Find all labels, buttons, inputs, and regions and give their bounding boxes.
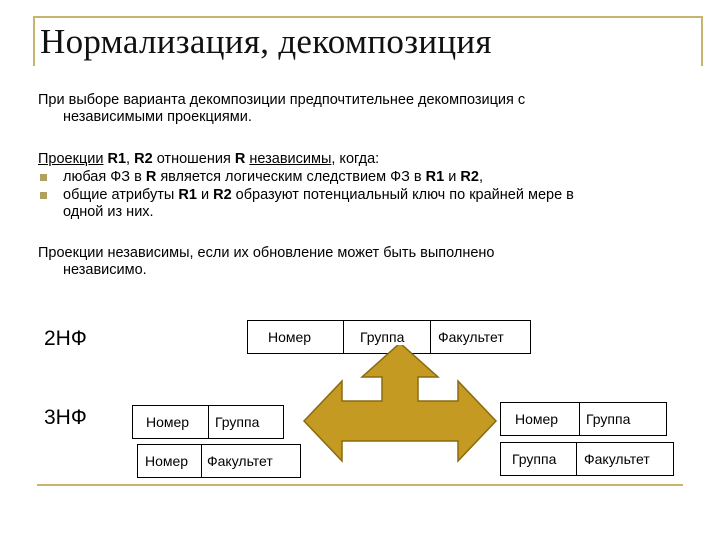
bullet2-line1 bbox=[63, 187, 574, 204]
table-divider bbox=[201, 445, 202, 477]
bullet1-r: R bbox=[145, 169, 157, 185]
label-2nf: 2НФ bbox=[44, 327, 87, 350]
bullet1-comma: , bbox=[478, 169, 483, 185]
r1-symbol: R1 bbox=[107, 151, 127, 167]
para1-line2: независимыми проекциями. bbox=[63, 109, 252, 125]
projections-word: Проекции bbox=[38, 151, 104, 167]
when-word: , когда: bbox=[331, 151, 380, 167]
table-divider bbox=[579, 403, 580, 435]
bullet2-r1: R1 bbox=[178, 187, 197, 203]
table-2nf-cell: Группа bbox=[360, 329, 405, 345]
comma: , bbox=[126, 151, 131, 167]
bullet1-text-1: любая ФЗ в bbox=[63, 169, 142, 185]
r2-symbol: R2 bbox=[134, 151, 153, 167]
table-2nf-cell: Факультет bbox=[438, 329, 504, 345]
table-cell: Факультет bbox=[207, 453, 273, 469]
bottom-rule bbox=[37, 484, 683, 486]
table-cell: Номер bbox=[145, 453, 189, 469]
bullet2-and: и bbox=[200, 187, 210, 203]
title-frame-right bbox=[701, 16, 703, 66]
table-3nf-right-2 bbox=[500, 442, 674, 476]
table-cell: Группа bbox=[215, 414, 260, 430]
bullet1-r2: R2 bbox=[460, 169, 479, 185]
table-divider bbox=[208, 406, 209, 438]
table-cell: Номер bbox=[146, 414, 190, 430]
bullet1-r1: R1 bbox=[425, 169, 445, 185]
para2-line bbox=[38, 151, 379, 168]
bullet2-line2: одной из них. bbox=[63, 204, 154, 220]
bullet1-line bbox=[63, 169, 483, 186]
table-2nf-cell: Номер bbox=[268, 329, 312, 345]
slide-title: Нормализация, декомпозиция bbox=[40, 22, 492, 61]
label-3nf: 3НФ bbox=[44, 406, 87, 429]
table-3nf-left-1 bbox=[132, 405, 284, 439]
r-symbol: R bbox=[234, 151, 246, 167]
para3-line1: Проекции независимы, если их обновление может быть выполнено bbox=[38, 245, 495, 261]
bullet1-and: и bbox=[448, 169, 457, 185]
table-cell: Факультет bbox=[584, 451, 650, 467]
arrow-shape bbox=[304, 345, 496, 461]
table-cell: Группа bbox=[586, 411, 631, 427]
table-cell: Номер bbox=[515, 411, 559, 427]
independent-word: независимы bbox=[249, 151, 332, 167]
title-frame-left bbox=[33, 16, 35, 66]
bullet-marker-1 bbox=[40, 174, 47, 181]
bullet2-text-2: образуют потенциальный ключ по крайней мере в bbox=[235, 187, 574, 203]
table-cell: Группа bbox=[512, 451, 557, 467]
table-3nf-left-2 bbox=[137, 444, 301, 478]
bullet2-text-1: общие атрибуты bbox=[63, 187, 175, 203]
para1-line1: При выборе варианта декомпозиции предпочтительнее декомпозиция с bbox=[38, 92, 526, 108]
bullet2-r2: R2 bbox=[213, 187, 232, 203]
para3-line2: независимо. bbox=[63, 262, 147, 278]
bullet1-text-2: является логическим следствием ФЗ в bbox=[160, 169, 422, 185]
relation-word: отношения bbox=[156, 151, 231, 167]
table-divider bbox=[576, 443, 577, 475]
title-frame-top bbox=[33, 16, 703, 18]
bullet-marker-2 bbox=[40, 192, 47, 199]
decomposition-arrow-icon bbox=[300, 345, 500, 465]
table-3nf-right-1 bbox=[500, 402, 667, 436]
